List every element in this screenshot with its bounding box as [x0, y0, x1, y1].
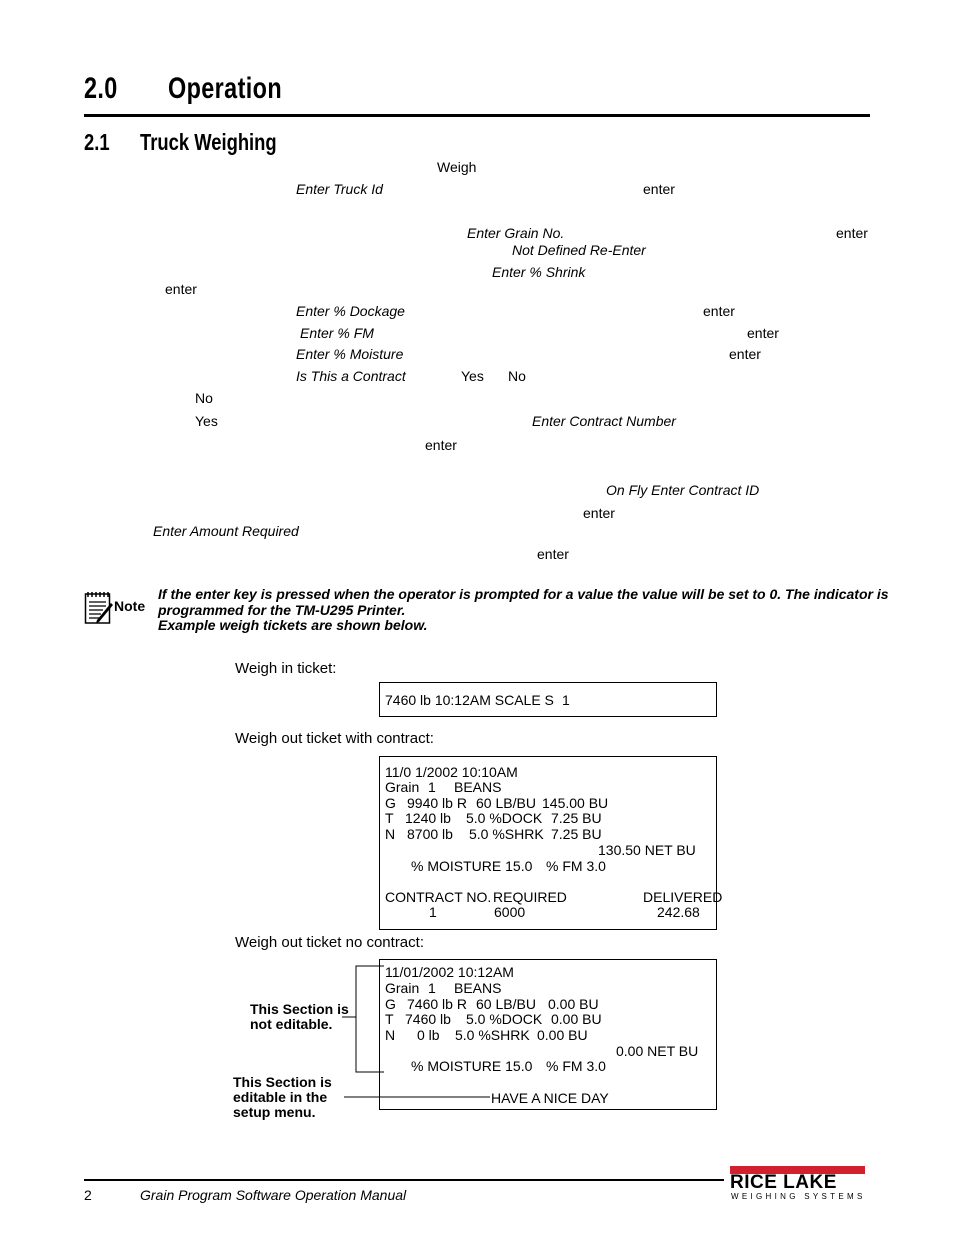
ticket-val-delivered: 242.68: [657, 904, 700, 920]
kw-no: No: [508, 368, 526, 384]
note-line: Example weigh tickets are shown below.: [158, 617, 428, 633]
ticket-footer: HAVE A NICE DAY: [491, 1090, 609, 1106]
ticket-net-weight: 0 lb: [417, 1027, 440, 1043]
ticket-net-bu: 7.25 BU: [551, 826, 602, 842]
kw-enter-dockage: Enter % Dockage: [296, 303, 405, 319]
kw-enter-truck-id: Enter Truck Id: [296, 181, 383, 197]
subsection-title: Truck Weighing: [140, 129, 277, 155]
subsection-number: 2.1: [84, 129, 110, 155]
kw-yes: Yes: [195, 413, 218, 429]
ticket-gross-rate: 60 LB/BU: [476, 795, 536, 811]
kw-weigh: Weigh: [437, 159, 477, 175]
ticket-grain-name: BEANS: [454, 779, 502, 795]
ticket-tare-bu: 0.00 BU: [551, 1011, 602, 1027]
ticket-grain-label: Grain: [385, 980, 420, 996]
ticket-tare-code: T: [385, 1011, 394, 1027]
ticket-tare-weight: 1240 lb: [405, 810, 451, 826]
kw-not-defined: Not Defined Re-Enter: [512, 242, 646, 258]
ticket-col-required: REQUIRED: [493, 889, 567, 905]
ticket-tare-weight: 7460 lb: [405, 1011, 451, 1027]
kw-is-contract: Is This a Contract: [296, 368, 406, 384]
ticket-gross-weight: 7460 lb R: [407, 996, 467, 1012]
kw-enter: enter: [836, 225, 868, 241]
ticket-net-code: N: [385, 826, 396, 842]
ticket-gross-bu: 145.00 BU: [542, 795, 609, 811]
kw-enter: enter: [425, 437, 457, 453]
kw-enter: enter: [643, 181, 675, 197]
ticket-gross-rate: 60 LB/BU: [476, 996, 536, 1012]
ticket-val-required: 6000: [494, 904, 526, 920]
ticket-grain-label: Grain: [385, 779, 420, 795]
section-title: Operation: [168, 72, 283, 105]
ticket-moisture: % MOISTURE 15.0: [411, 1058, 533, 1074]
annotation-editable: This Section is editable in the setup menu.: [233, 1074, 332, 1120]
ticket-tare-code: T: [385, 810, 394, 826]
ticket-net-total: 130.50 NET BU: [598, 842, 696, 858]
note-line: programmed for the TM-U295 Printer.: [158, 602, 406, 618]
ticket-fm: % FM 3.0: [546, 858, 606, 874]
ticket-fm: % FM 3.0: [546, 1058, 606, 1074]
ticket-gross-weight: 9940 lb R: [407, 795, 467, 811]
nocontract-label: Weigh out ticket no contract:: [235, 934, 424, 951]
ticket-gross-code: G: [385, 996, 396, 1012]
ticket-line: 7460 lb 10:12AM SCALE S: [385, 692, 554, 708]
kw-enter-moisture: Enter % Moisture: [296, 346, 404, 362]
page-number: 2: [84, 1187, 92, 1203]
ticket-grain-name: BEANS: [454, 980, 502, 996]
ticket-net-weight: 8700 lb: [407, 826, 453, 842]
kw-enter: enter: [729, 346, 761, 362]
ticket-moisture: % MOISTURE 15.0: [411, 858, 533, 874]
ticket-net-bu: 0.00 BU: [537, 1027, 588, 1043]
note-label: Note: [114, 598, 146, 614]
ticket-tare-bu: 7.25 BU: [551, 810, 602, 826]
logo-wordmark: RICE LAKE: [730, 1172, 837, 1193]
kw-enter: enter: [703, 303, 735, 319]
kw-enter: enter: [537, 546, 569, 562]
ticket-grain-num: 1: [428, 980, 436, 996]
kw-enter-grain-no: Enter Grain No.: [467, 225, 565, 241]
ticket-col-contract: CONTRACT NO.: [385, 889, 492, 905]
ticket-net-pct: 5.0 %SHRK: [469, 826, 544, 842]
kw-enter-amount: Enter Amount Required: [153, 523, 299, 539]
ticket-grain-num: 1: [428, 779, 436, 795]
weigh-in-label: Weigh in ticket:: [235, 660, 337, 677]
ticket-net-total: 0.00 NET BU: [616, 1043, 699, 1059]
kw-on-fly: On Fly Enter Contract ID: [606, 482, 760, 498]
kw-enter: enter: [747, 325, 779, 341]
kw-enter-fm: Enter % FM: [300, 325, 374, 341]
ticket-tare-pct: 5.0 %DOCK: [466, 810, 543, 826]
kw-enter-contract-number: Enter Contract Number: [532, 413, 676, 429]
ticket-gross-code: G: [385, 795, 396, 811]
ticket-date: 11/0 1/2002 10:10AM: [385, 764, 518, 780]
manual-title: Grain Program Software Operation Manual: [140, 1187, 407, 1203]
kw-no: No: [195, 390, 213, 406]
kw-yes: Yes: [461, 368, 484, 384]
footer-rule: [84, 1179, 724, 1181]
ticket-val-contract: 1: [429, 904, 437, 920]
ticket-net-pct: 5.0 %SHRK: [455, 1027, 530, 1043]
ticket-net-code: N: [385, 1027, 396, 1043]
contract-label: Weigh out ticket with contract:: [235, 730, 434, 747]
section-number: 2.0: [84, 72, 118, 105]
ticket-gross-bu: 0.00 BU: [548, 996, 599, 1012]
ticket-scale-number: 1: [562, 692, 570, 708]
kw-enter-shrink: Enter % Shrink: [492, 264, 586, 280]
ticket-tare-pct: 5.0 %DOCK: [466, 1011, 543, 1027]
logo-subtitle: WEIGHING SYSTEMS: [731, 1192, 866, 1201]
note-line: If the enter key is pressed when the operator is prompted for a value the value will be set to 0. The indicator is: [158, 586, 889, 602]
ticket-col-delivered: DELIVERED: [643, 889, 723, 905]
ticket-date: 11/01/2002 10:12AM: [385, 964, 514, 980]
kw-enter: enter: [583, 505, 615, 521]
annotation-not-editable: This Section is not editable.: [250, 1001, 349, 1032]
kw-enter: enter: [165, 281, 197, 297]
